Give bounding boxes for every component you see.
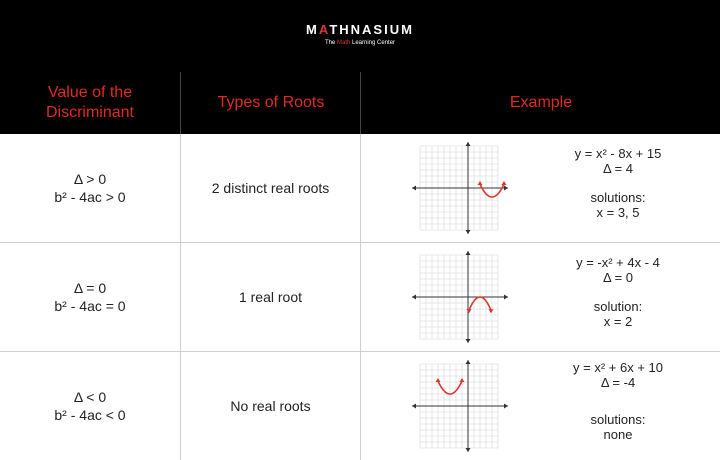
y-axis-arrow-down bbox=[466, 448, 471, 452]
parabola-arrow bbox=[478, 181, 483, 185]
y-axis-arrow-up bbox=[466, 360, 471, 364]
table-body bbox=[0, 134, 720, 460]
logo-bar bbox=[0, 0, 720, 72]
parabola-graph bbox=[410, 251, 510, 343]
roots-type-cell: 1 real root bbox=[238, 289, 303, 305]
example-equation-block bbox=[548, 360, 688, 442]
logo-wordmark: MATHNASIUM bbox=[306, 22, 414, 37]
table-row bbox=[0, 243, 720, 352]
solution-value: x = 3, 5 bbox=[596, 205, 640, 220]
example-delta: Δ = 4 bbox=[602, 161, 633, 176]
solution-label: solutions: bbox=[590, 412, 646, 427]
x-axis-arrow-left bbox=[412, 186, 416, 191]
discriminant-condition: Δ > 0 bbox=[73, 171, 107, 187]
example-equation: y = -x² + 4x - 4 bbox=[576, 255, 660, 270]
mathnasium-logo bbox=[300, 22, 420, 47]
parabola-arrow bbox=[436, 378, 441, 382]
example-delta: Δ = 0 bbox=[602, 270, 633, 285]
roots-type-cell: 2 distinct real roots bbox=[211, 180, 330, 196]
discriminant-condition: Δ < 0 bbox=[73, 389, 107, 405]
y-axis-arrow-up bbox=[466, 142, 471, 146]
parabola-arrow bbox=[502, 181, 507, 185]
solution-label: solution: bbox=[593, 299, 643, 314]
parabola-graph bbox=[410, 360, 510, 452]
solution-value: x = 2 bbox=[603, 314, 633, 329]
y-axis-arrow-down bbox=[466, 230, 471, 234]
parabola-arrow bbox=[489, 309, 494, 313]
discriminant-inequality: b² - 4ac > 0 bbox=[54, 189, 126, 205]
discriminant-condition: Δ = 0 bbox=[73, 280, 107, 296]
discriminant-inequality: b² - 4ac = 0 bbox=[54, 298, 126, 314]
y-axis-arrow-down bbox=[466, 339, 471, 343]
x-axis-arrow-right bbox=[504, 404, 508, 409]
example-equation: y = x² - 8x + 15 bbox=[574, 146, 662, 161]
x-axis-arrow-left bbox=[412, 295, 416, 300]
logo-tagline: The Math Learning Center bbox=[324, 40, 396, 46]
roots-type-cell: No real roots bbox=[230, 398, 311, 414]
solution-value: none bbox=[603, 427, 633, 442]
example-delta: Δ = -4 bbox=[600, 375, 636, 390]
x-axis-arrow-left bbox=[412, 404, 416, 409]
discriminant-cell bbox=[0, 134, 180, 242]
table-row bbox=[0, 134, 720, 243]
parabola-arrow bbox=[467, 309, 472, 313]
header-discriminant: Value of the Discriminant bbox=[45, 84, 134, 121]
parabola-arrow bbox=[460, 378, 465, 382]
parabola-graph bbox=[410, 142, 510, 234]
x-axis-arrow-right bbox=[504, 295, 508, 300]
header-types-of-roots: Types of Roots bbox=[180, 72, 361, 134]
example-equation-block bbox=[548, 255, 688, 329]
solution-label: solutions: bbox=[590, 190, 646, 205]
example-equation: y = x² + 6x + 10 bbox=[573, 360, 663, 375]
header-example: Example bbox=[360, 72, 720, 134]
x-axis-arrow-right bbox=[504, 186, 508, 191]
y-axis-arrow-up bbox=[466, 251, 471, 255]
discriminant-inequality: b² - 4ac < 0 bbox=[54, 407, 126, 423]
discriminant-cell bbox=[0, 243, 180, 351]
example-equation-block bbox=[548, 146, 688, 220]
discriminant-cell bbox=[0, 352, 180, 460]
table-row bbox=[0, 352, 720, 460]
table-header bbox=[0, 72, 720, 134]
